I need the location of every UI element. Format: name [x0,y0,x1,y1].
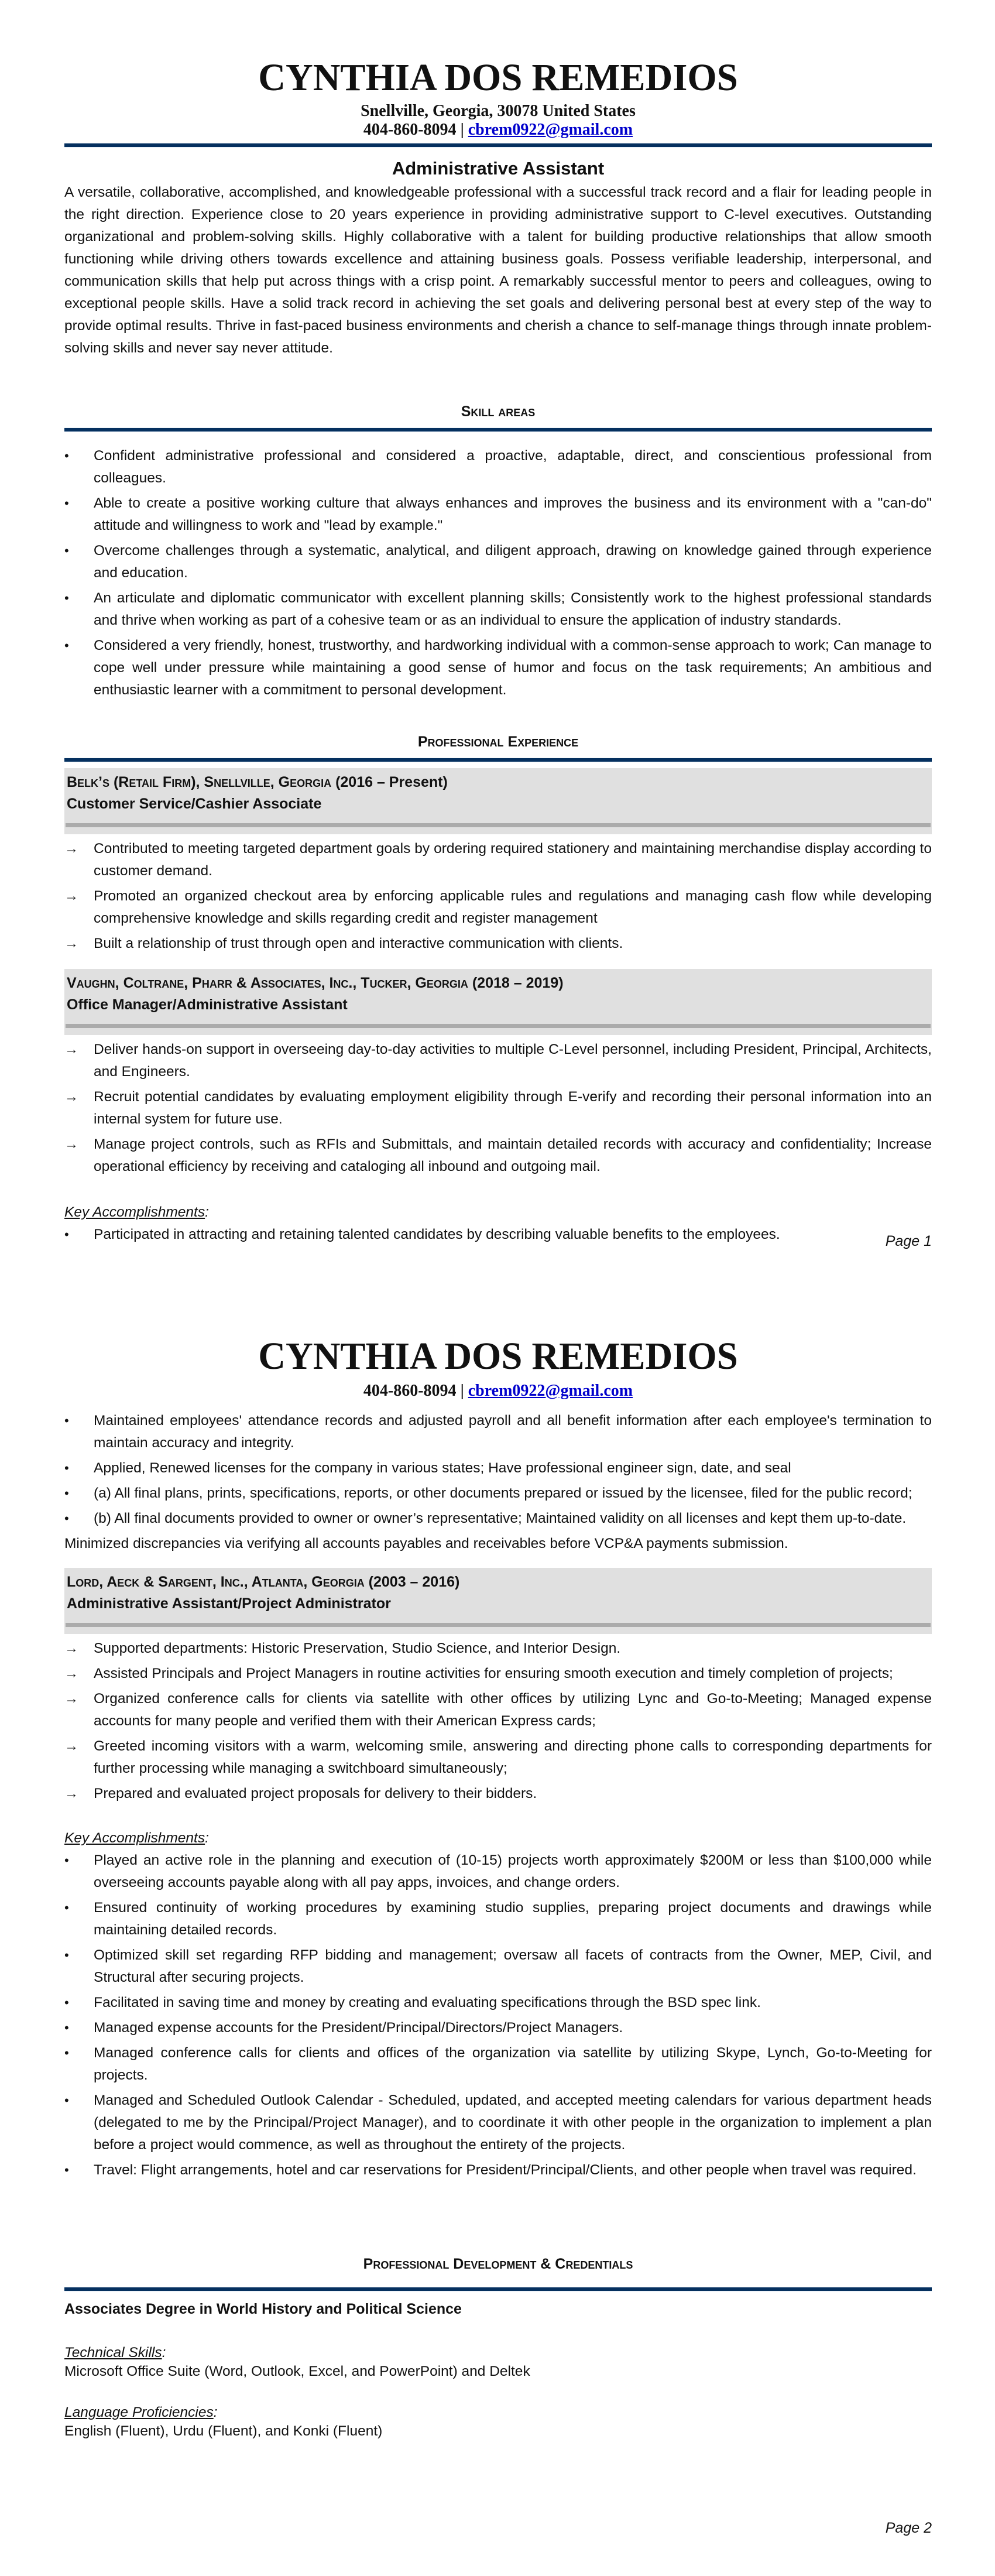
bullet-icon: • [64,448,69,463]
job-company-line [67,772,929,793]
accomplishment-item: • Played an active role in the planning and execution of (10-15) projects worth approximately $200M or less than $100,000 while overseeing accounts payable along with all pay apps, invoices, and change orders. [64,1849,932,1894]
arrow-icon: → [64,1089,78,1105]
job-company: Lord, Aeck & Sargent, Inc., Atlanta, Georgia [67,1574,365,1590]
page-number: Page 1 [885,1233,932,1249]
bullet-icon: • [64,543,69,558]
arrow-icon: → [64,888,78,904]
bullet-icon: • [64,1461,69,1475]
bullet-icon: • [64,1511,69,1526]
key-accomplishments-label: Key Accomplishments: [64,1204,209,1220]
email-link[interactable]: cbrem0922@gmail.com [468,1382,633,1400]
job-role: Office Manager/Administrative Assistant [67,996,348,1013]
arrow-icon: → [64,936,78,951]
duty-item: → Assisted Principals and Project Managers in routine activities for ensuring smooth execution and timely completion of projects; [64,1663,932,1685]
phone-number: 404-860-8094 [363,1382,457,1400]
contact-separator: | [460,1382,464,1400]
duty-item: → Built a relationship of trust through open and interactive communication with clients. [64,933,932,955]
credentials-section [64,2255,932,2440]
accomplishment-item: • (b) All final documents provided to owner or owner’s representative; Maintained validity on all licenses and kept them up-to-date. [64,1508,932,1530]
job-dates: (2018 – 2019) [472,975,564,991]
bullet-icon: • [64,1853,69,1868]
skill-item: • Confident administrative professional and considered a proactive, adaptable, direct, and conscientious professional from colleagues. [64,445,932,489]
bullet-icon: • [64,591,69,605]
job-header-line [66,1024,931,1028]
job-header-las [64,1568,932,1634]
arrow-icon: → [64,1666,78,1681]
job-header-line [66,1623,931,1627]
skill-item: • Overcome challenges through a systematic, analytical, and diligent approach, drawing on knowledge gained through experience and education. [64,540,932,584]
job-duties-list [64,1638,932,1805]
job-header-vcpa [64,969,932,1035]
job-role: Administrative Assistant/Project Administrator [67,1595,391,1612]
accomplishment-item: • Ensured continuity of working procedures by examining studio supplies, preparing project documents and drawings while maintaining detailed records. [64,1897,932,1941]
resume-header-repeat [64,1336,932,1400]
accomplishment-item: • Maintained employees' attendance records and adjusted payroll and all benefit information after each employee's termination to maintain accuracy and integrity. [64,1410,932,1454]
skills-heading: Skill areas [461,403,536,420]
arrow-icon: → [64,1691,78,1707]
technical-skills-label: Technical Skills: [64,2345,166,2361]
contact-separator: | [460,121,464,139]
header-rule [64,143,932,148]
skills-list [64,445,932,701]
job-dates: (2016 – Present) [335,774,448,790]
arrow-icon: → [64,1042,78,1057]
bullet-icon: • [64,2046,69,2060]
experience-rule [64,758,932,762]
email-link[interactable]: cbrem0922@gmail.com [468,121,633,139]
bullet-icon: • [64,638,69,653]
language-label: Language Proficiencies: [64,2404,218,2420]
duty-item: → Recruit potential candidates by evaluating employment eligibility through E-verify and recording their personal information into an internal system for future use. [64,1086,932,1131]
duty-item: → Manage project controls, such as RFIs and Submittals, and maintain detailed records with accuracy and confidentiality; Increase operational efficiency by receiving and cataloging all inbound and outgoing mail. [64,1133,932,1178]
key-accomplishments-label: Key Accomplishments: [64,1830,209,1846]
experience-heading: Professional Experience [417,734,579,750]
accomplishments-list [64,1224,932,1246]
duty-item: → Prepared and evaluated project proposals for delivery to their bidders. [64,1783,932,1805]
accomplishment-item: • Managed conference calls for clients and offices of the organization via satellite by utilizing Skype, Lynch, Go-to-Meeting for projects. [64,2042,932,2087]
closing-note: Minimized discrepancies via verifying all accounts payables and receivables before VCP&A payments submission. [64,1536,788,1551]
bullet-icon: • [64,2163,69,2177]
vcpa-continued [64,1410,932,2184]
duty-item: → Greeted incoming visitors with a warm, welcoming smile, answering and directing phone calls to corresponding departments for further processing while managing a switchboard simultaneously; [64,1735,932,1780]
accomplishment-item: • Participated in attracting and retaining talented candidates by describing valuable benefits to the employees. [64,1224,932,1246]
resume-header [64,57,932,139]
technical-skills-value: Microsoft Office Suite (Word, Outlook, Excel, and PowerPoint) and Deltek [64,2363,530,2379]
accomplishments-list [64,1849,932,2181]
job-header-line [66,823,931,827]
arrow-icon: → [64,1640,78,1656]
arrow-icon: → [64,841,78,857]
bullet-icon: • [64,1900,69,1915]
bullet-icon: • [64,1413,69,1428]
summary-paragraph: A versatile, collaborative, accomplished, and knowledgeable professional with a successful track record and a flair for leading people in the right direction. Experience close to 20 years experience in providing administrative support to C-level executives. Outstanding organizational and problem-solving skills. Highly collaborative with a talent for building productive relationships that allow smooth functioning while driving others towards excellence and attaining business goals. Possess verifiable leadership, interpersonal, and communication skills that help put across things with a crisp point. A remarkably successful mentor to peers and colleagues, owing to exceptional people skills. Have a solid track record in achieving the set goals and delivering personal best at every step of the way to provide optimal results. Thrive in fast-paced business environments and cherish a chance to self-manage things through innate problem-solving skills and never say never attitude. [64,184,932,356]
arrow-icon: → [64,1738,78,1754]
accomplishment-item: • Managed expense accounts for the President/Principal/Directors/Project Managers. [64,2017,932,2039]
job-company-line [67,1571,929,1592]
bullet-icon: • [64,1995,69,2010]
bullet-icon: • [64,1227,69,1242]
candidate-name: CYNTHIA DOS REMEDIOS [258,56,738,99]
arrow-icon: → [64,1136,78,1152]
resume-page-2 [0,1288,995,2576]
job-company: Vaughn, Coltrane, Pharr & Associates, Inc., Tucker, Georgia [67,975,468,991]
job-header-belks [64,768,932,834]
accomplishment-item: • Facilitated in saving time and money by creating and evaluating specifications through the BSD spec link. [64,1992,932,2014]
duty-item: → Contributed to meeting targeted department goals by ordering required stationery and maintaining merchandise display according to customer demand. [64,838,932,882]
bullet-icon: • [64,496,69,511]
phone-number: 404-860-8094 [363,121,457,139]
accomplishment-item: • (a) All final plans, prints, specifications, reports, or other documents prepared or issued by the licensee, filed for the public record; [64,1482,932,1505]
arrow-icon: → [64,1786,78,1801]
bullet-icon: • [64,2093,69,2108]
language-value: English (Fluent), Urdu (Fluent), and Konki (Fluent) [64,2423,383,2439]
job-duties-list [64,1039,932,1178]
accomplishment-item: • Optimized skill set regarding RFP bidding and management; oversaw all facets of contracts from the Owner, MEP, Civil, and Structural after securing projects. [64,1944,932,1989]
job-duties-list [64,838,932,955]
job-dates: (2003 – 2016) [368,1574,460,1590]
bullet-icon: • [64,1948,69,1962]
bullet-icon: • [64,2020,69,2035]
address: Snellville, Georgia, 30078 United States [361,102,636,120]
candidate-name: CYNTHIA DOS REMEDIOS [258,1335,738,1378]
contact-line [64,1382,932,1400]
duty-item: → Deliver hands-on support in overseeing day-to-day activities to multiple C-Level personnel, including President, Principal, Architects, and Engineers. [64,1039,932,1083]
skills-rule [64,427,932,432]
skill-item: • An articulate and diplomatic communicator with excellent planning skills; Consistently work to the highest professional standards and thrive when working as part of a cohesive team or as an individual to ensure the application of industry standards. [64,587,932,632]
page-number: Page 2 [885,2520,932,2536]
skill-item: • Able to create a positive working culture that always enhances and improves the business and its environment with a "can-do" attitude and willingness to work and "lead by example." [64,492,932,537]
experience-section [64,733,932,1249]
job-role: Customer Service/Cashier Associate [67,796,322,812]
accomplishment-item: • Travel: Flight arrangements, hotel and car reservations for President/Principal/Clients, and other people when travel was required. [64,2159,932,2181]
duty-item: → Organized conference calls for clients via satellite with other offices by utilizing Lync and Go-to-Meeting; Managed expense accounts for many people and verified them with their American Express cards; [64,1688,932,1732]
accomplishment-item: • Managed and Scheduled Outlook Calendar - Scheduled, updated, and accepted meeting calendars for various department heads (delegated to me by the Principal/Project Manager), and to coordinate it with other people in the organization to implement a plan before a project would commence, as well as throughout the entirety of the projects. [64,2089,932,2156]
skill-item: • Considered a very friendly, honest, trustworthy, and hardworking individual with a common-sense approach to work; Can manage to cope well under pressure while maintaining a good sense of humor and focus on the task requirements; An ambitious and enthusiastic learner with a commitment to personal development. [64,635,932,701]
degree: Associates Degree in World History and Political Science [64,2301,462,2317]
summary-section [64,157,932,359]
contact-line [64,121,932,139]
accomplishment-item: • Applied, Renewed licenses for the company in various states; Have professional engineer sign, date, and seal [64,1457,932,1479]
skills-section [64,403,932,704]
accomplishments-list-continued [64,1410,932,1530]
duty-item: → Promoted an organized checkout area by enforcing applicable rules and regulations and managing cash flow while developing comprehensive knowledge and skills regarding credit and register management [64,885,932,930]
credentials-heading: Professional Development & Credentials [363,2256,633,2272]
bullet-icon: • [64,1486,69,1501]
job-company-line [67,972,929,994]
document-title: Administrative Assistant [392,158,605,179]
duty-item: → Supported departments: Historic Preservation, Studio Science, and Interior Design. [64,1638,932,1660]
job-company: Belk’s (Retail Firm), Snellville, Georgia [67,774,332,790]
credentials-rule [64,2287,932,2291]
